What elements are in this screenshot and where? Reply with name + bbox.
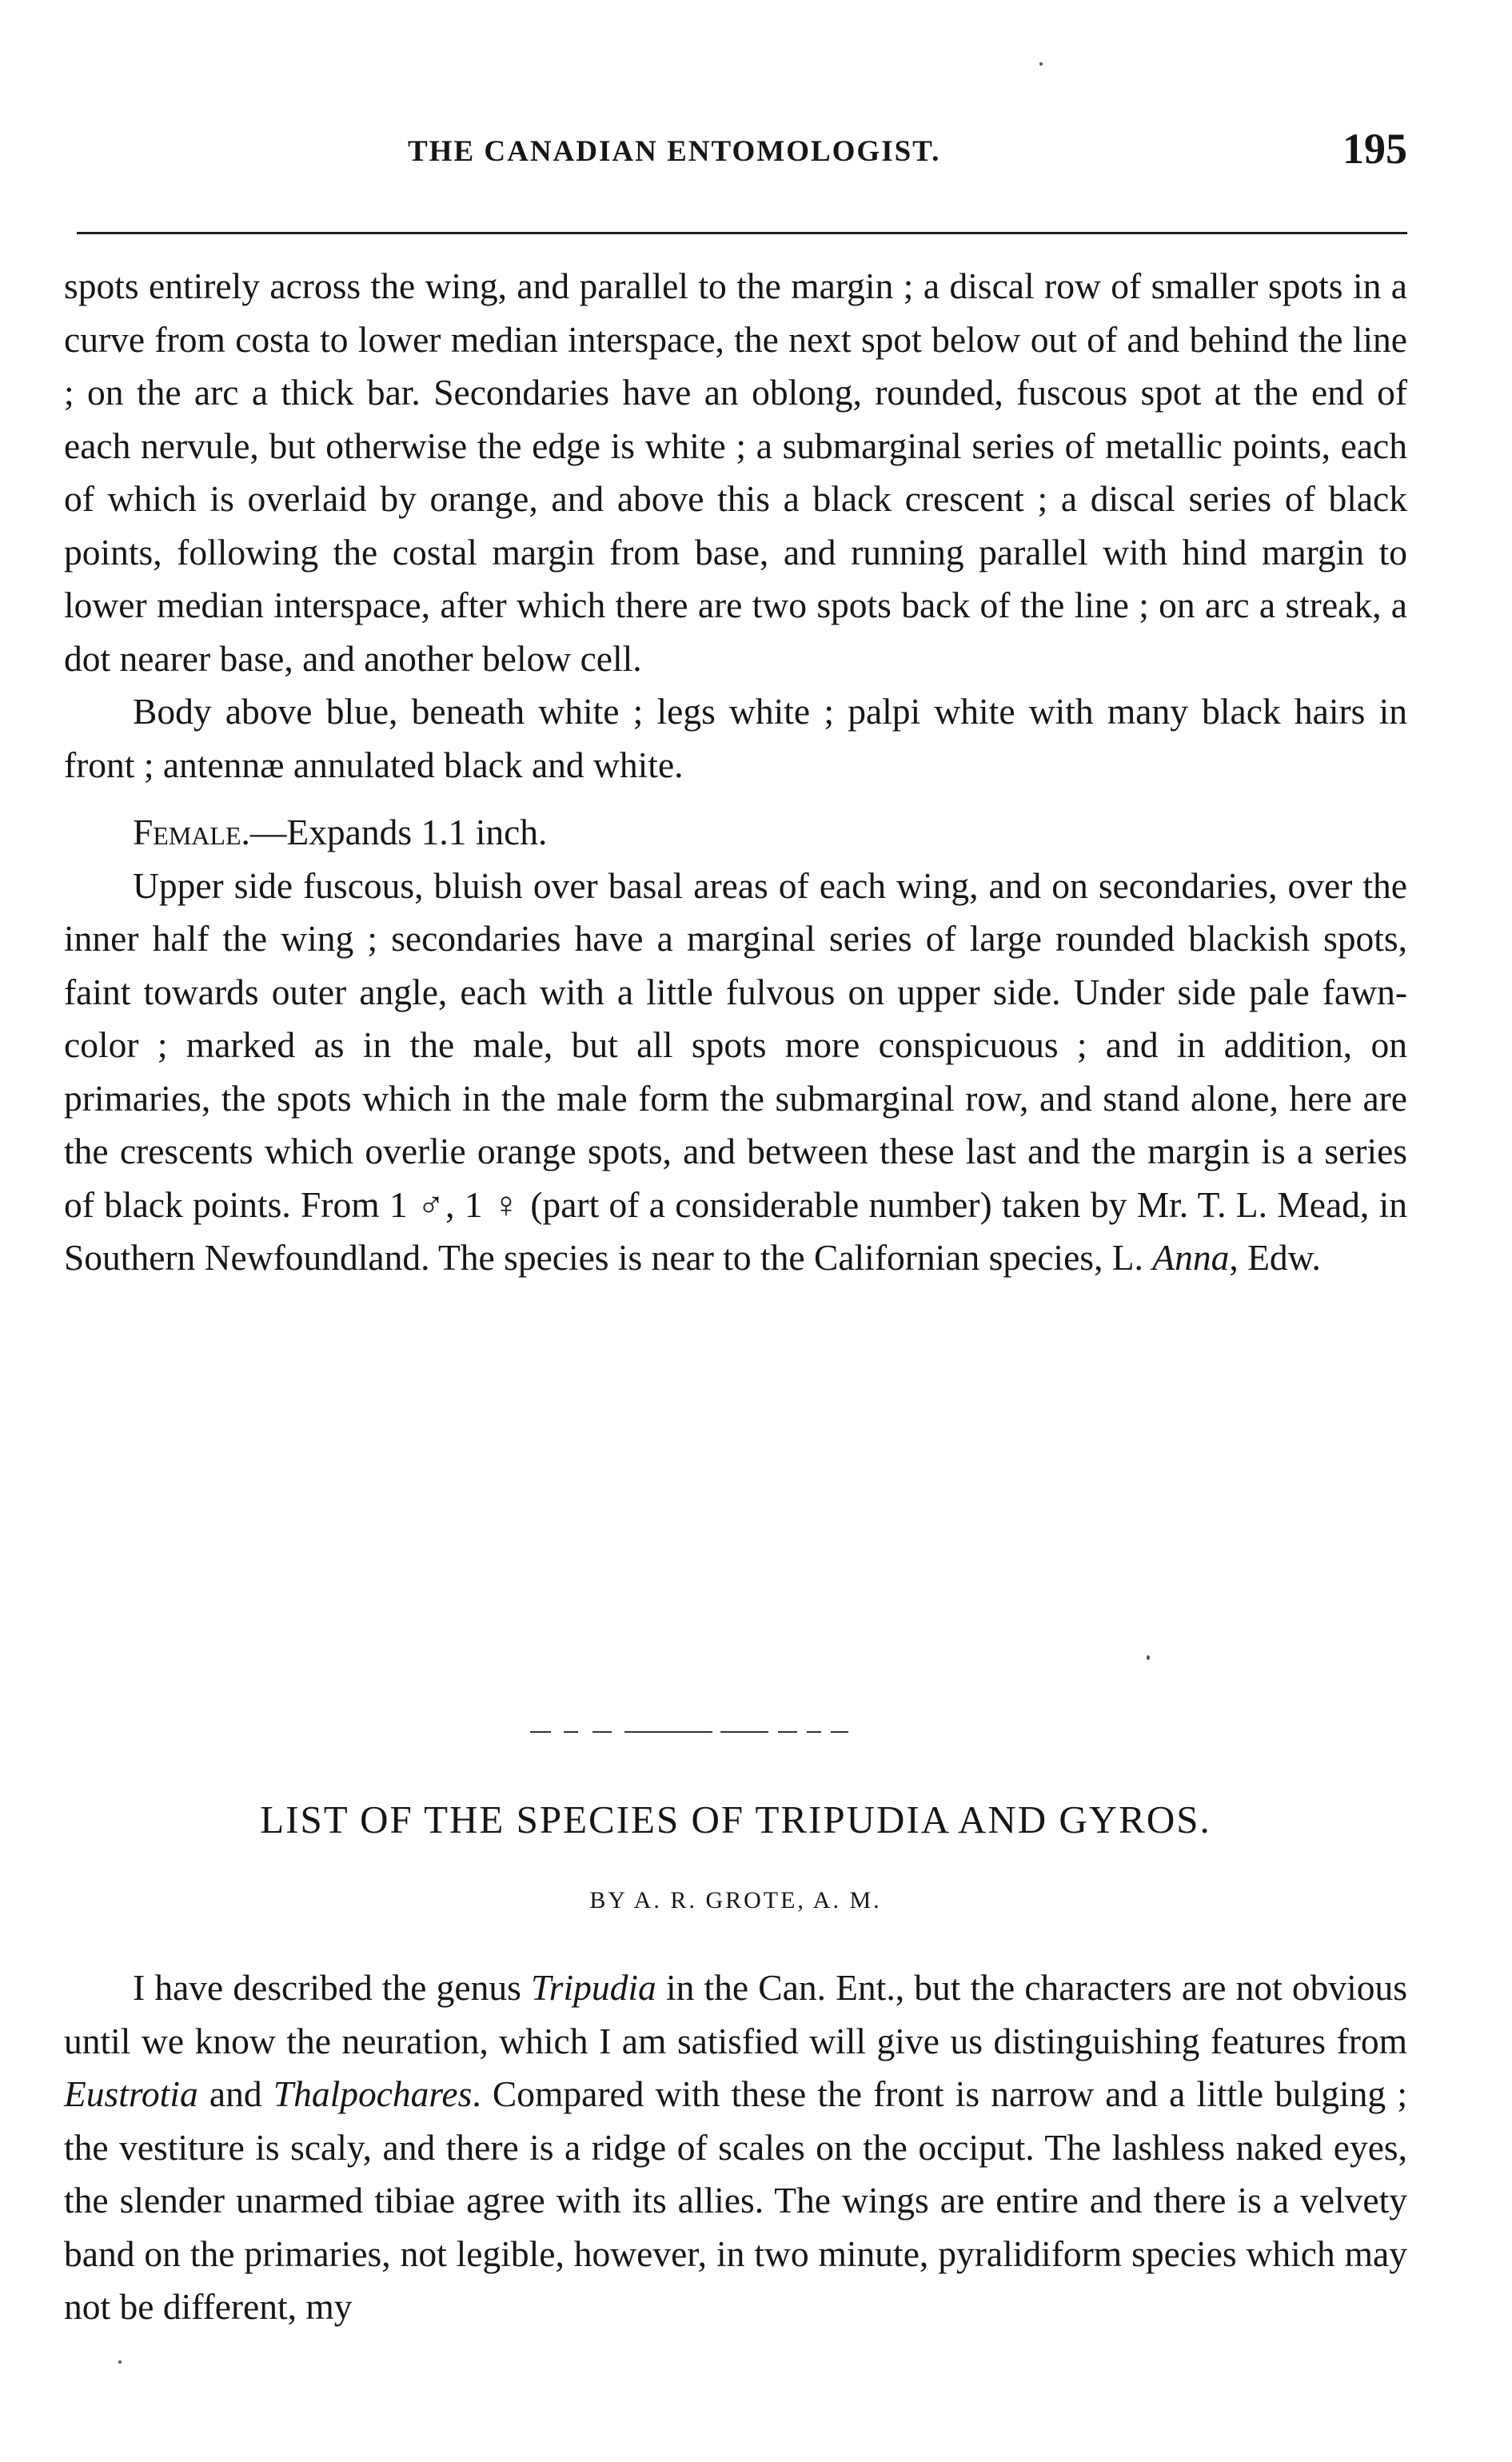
header-rule <box>77 232 1407 234</box>
divider-segment <box>564 1731 578 1733</box>
divider-segment <box>807 1731 821 1733</box>
species-description <box>64 260 1407 1285</box>
scan-speck <box>1039 62 1043 66</box>
article-byline: BY A. R. GROTE, A. M. <box>589 1887 882 1913</box>
female-label: Female. <box>133 812 250 852</box>
female-expanse: —Expands 1.1 inch. <box>249 812 548 852</box>
divider-segment <box>592 1731 612 1733</box>
article-paragraph <box>64 1961 1407 2334</box>
female-description-text: Upper side fuscous, bluish over basal areas of each wing, and on secondaries, over the inner half the wing ; secondaries have a marginal series of large rounded blackish spots, faint towards outer angle, each with a little fulvous on upper side. Under side pale fawn-color ; marked as in the male, but all spots more conspicuous ; and in addition, on primaries, the spots which in the male form the submarginal row, and stand alone, here are the crescents which overlie orange spots, and between these last and the margin is a series of black points. From 1 ♂, 1 ♀ (part of a considerable number) taken by Mr. T. L. Mead, in Southern Newfoundland. The species is near to the Californian species, L. <box>64 864 1407 1278</box>
author-abbreviation: , Edw. <box>1229 1237 1321 1278</box>
article-text: I have described the genus <box>133 1967 531 2008</box>
divider-segment <box>831 1731 848 1733</box>
article-text: and <box>197 2073 273 2114</box>
female-heading <box>64 806 1407 860</box>
divider-segment <box>778 1731 797 1733</box>
female-description-paragraph <box>64 860 1407 1285</box>
section-divider <box>530 1723 1010 1739</box>
divider-segment <box>624 1731 712 1733</box>
divider-segment <box>530 1731 551 1733</box>
divider-segment <box>720 1731 768 1733</box>
running-head <box>64 120 1407 184</box>
page-number: 195 <box>1342 125 1407 173</box>
article-body <box>64 1961 1407 2334</box>
article-title: LIST OF THE SPECIES OF TRIPUDIA AND GYROS. <box>260 1798 1211 1842</box>
scan-speck <box>1147 1655 1150 1660</box>
scan-speck <box>118 2360 122 2364</box>
genus-name: Tripudia <box>531 1967 656 2008</box>
description-paragraph: spots entirely across the wing, and parallel to the margin ; a discal row of smaller spots in a curve from costa to lower median interspace, the next spot below out of and behind the line ; on the arc a thick bar. Secondaries have an oblong, rounded, fuscous spot at the end of each nervule, but otherwise the edge is white ; a submarginal series of metallic points, each of which is overlaid by orange, and above this a black crescent ; a discal series of black points, following the costal margin from base, and running parallel with hind margin to lower median interspace, after which there are two spots back of the line ; on arc a streak, a dot nearer base, and another below cell. <box>64 265 1407 679</box>
genus-name: Eustrotia <box>64 2073 198 2114</box>
article-text: . Compared with these the front is narrow and a little bulging ; the vestiture is scaly, and there is a ridge of scales on the occiput. The lashless naked eyes, the slender unarmed tibiae agree with its allies. The wings are entire and there is a velvety band on the primaries, not legible, however, in two minute, pyralidiform species which may not be different, my <box>64 2073 1407 2327</box>
body-paragraph: Body above blue, beneath white ; legs white ; palpi white with many black hairs in front ; antennæ annulated black and white. <box>64 691 1407 785</box>
species-name: Anna <box>1152 1237 1230 1278</box>
page <box>64 120 1408 2327</box>
article-text: in the Can. Ent., but the characters are not obvious until we know the neuration, which I am satisfied will give us distinguishing features from <box>64 1967 1408 2061</box>
genus-name: Thalpochares <box>273 2073 473 2114</box>
running-title: THE CANADIAN ENTOMOLOGIST. <box>408 135 941 168</box>
